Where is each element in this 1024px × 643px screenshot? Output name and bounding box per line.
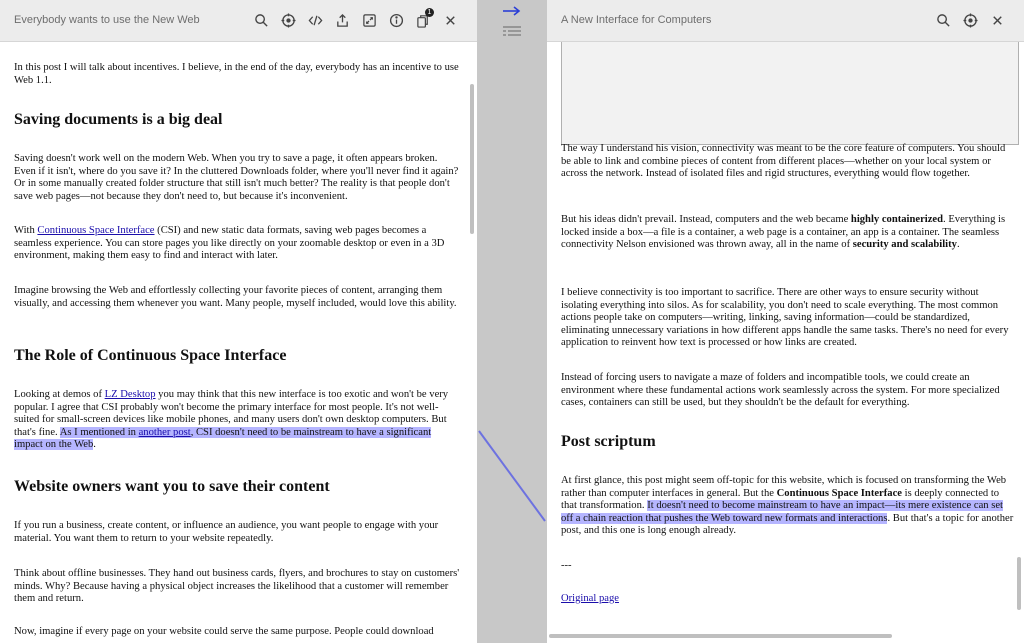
heading-owners: Website owners want you to save their content (14, 478, 330, 495)
ps-text-c: . But that's a topic for another post, and this one is long enough already. (561, 512, 1014, 536)
offline-paragraph: Think about offline businesses. They hand out business cards, flyers, and brochures to stay on customers' minds. Why? Because having a physical object increases the likelihood that a customer will remember them and return. (14, 568, 460, 604)
pages-badge: 1 (425, 8, 434, 17)
highlight-right: It doesn't need to become mainstream to have an impact—its mere existence can set off a chain reaction that pushes the Web toward new formats and interactions (561, 500, 1003, 524)
intro-paragraph: In this post I will talk about incentives. I believe, in the end of the day, everybody has an incentive to use Web 1.1. (14, 62, 459, 86)
csi-text-b: (CSI) and new static data formats, saving web pages becomes a seamless experience. You can store pages you like directly on your zoomable desktop or even in a 3D environment, making them easy to find and interact with later. (14, 225, 445, 261)
hl-text-a: As I mentioned in (59, 426, 139, 438)
demo-text-end: . (93, 439, 96, 450)
right-pane-title: A New Interface for Computers (561, 14, 712, 26)
lz-desktop-link[interactable]: LZ Desktop (104, 389, 156, 400)
demo-text-a: Looking at demos of (14, 389, 105, 400)
csi-link[interactable]: Continuous Space Interface (37, 225, 155, 236)
believe-paragraph: I believe connectivity is too important to sacrifice. There are other ways to ensure security without isolating everything into silos. As for scalability, you don't need to scale everything. The most common actions people take on computers—writing, linking, saving information—could be standardized, eliminating unnecessary variations in how different apps handle the same tasks. There's no need for every application to reinvent how text is processed or how links are created. (561, 287, 1009, 348)
another-post-link[interactable]: another post (138, 426, 191, 438)
ideas-text-c: . (956, 239, 960, 250)
ps-text-a: At first glance, this post might seem off-topic for this website, which is focused on transforming the Web rather than computer interfaces in general. But the (561, 475, 1007, 499)
left-pane-title: Everybody wants to use the New Web (14, 14, 200, 26)
original-page-link[interactable]: Original page (561, 593, 619, 604)
ideas-text-b: . Everything is locked inside a box—a file is a container, a web page is a container, an app is a container. The seamless connectivity Nelson envisioned was thrown away, all in the name of (561, 214, 1006, 250)
separator-dashes: --- (561, 560, 572, 571)
business-paragraph: If you run a business, create content, or influence an audience, you want people to engage with your material. You want them to return to your website repeatedly. (14, 520, 439, 544)
imagine-paragraph: Imagine browsing the Web and effortlessly collecting your favorite pieces of content, arranging them visually, and accessing them whenever you want. Many people, myself included, would love this ability. (14, 285, 457, 309)
ps-text-b: is deeply connected to that transformation. (561, 487, 1000, 511)
saving-paragraph: Saving doesn't work well on the modern Web. When you try to save a page, it often appears broken. Even if it isn't, where do you save it? In the cluttered Downloads folder, where you'll never find it again? Or in some manually created folder structure that still isn't much better? The reality is that people don't save web pages—not because they don't need to, but because it's inconvenient. (14, 153, 459, 202)
vision-paragraph: The way I understand his vision, connectivity was meant to be the core feature of computers. You should be able to link and combine pieces of content from different places—whether on your local system or across the network. Instead of isolated files and rigid structures, everything would flow together. (561, 143, 1006, 179)
ps-bold: Continuous Space Interface (776, 487, 902, 499)
csi-text-a: With (14, 225, 38, 236)
demo-text-b: you may think that this new interface is too exotic and won't be very popular. I agree that CSI probably won't become the primary interface for most people. It's not well-suited for small-screen devices like mobile phones, and many users don't own desktop computers. But that's fine. (14, 389, 449, 438)
forcing-paragraph: Instead of forcing users to navigate a maze of folders and incompatible tools, we could create an environment where these fundamental actions work seamlessly across the system. For more specialized cases, containers can still be used, but they shouldn't be the default for everything. (561, 372, 1000, 408)
connector-line (479, 431, 545, 521)
heading-role: The Role of Continuous Space Interface (14, 347, 287, 364)
heading-saving: Saving documents is a big deal (14, 111, 223, 128)
ideas-bold-b: security and scalability (852, 239, 957, 250)
now-paragraph: Now, imagine if every page on your website could serve the same purpose. People could download (14, 626, 434, 637)
ideas-bold-a: highly containerized (850, 214, 944, 225)
ideas-text-a: But his ideas didn't prevail. Instead, computers and the web became (561, 214, 851, 225)
hl-text-b: , CSI doesn't need to be mainstream to have a significant impact on the Web (14, 426, 432, 450)
heading-post-scriptum: Post scriptum (561, 433, 656, 450)
